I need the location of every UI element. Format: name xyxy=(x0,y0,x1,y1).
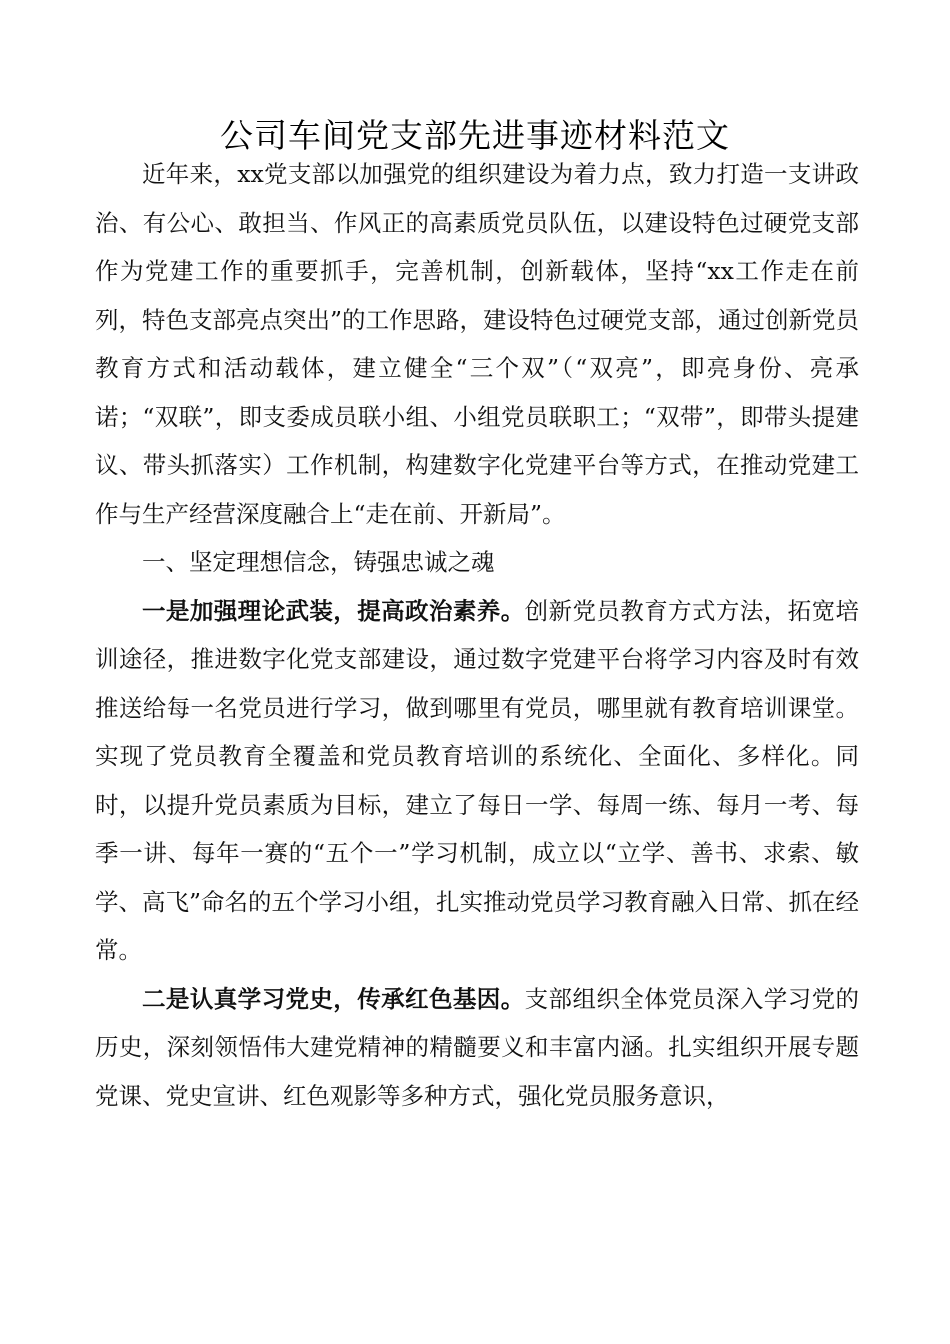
paragraph-2-lead: 二是认真学习党史，传承红色基因。 xyxy=(142,984,525,1013)
intro-paragraph: 近年来，xx党支部以加强党的组织建设为着力点，致力打造一支讲政治、有公心、敢担当、作风正的高素质党员队伍，以建设特色过硬党支部作为党建工作的重要抓手，完善机制，创新载体，坚持“xx工作走在前列，特色支部亮点突出”的工作思路，建设特色过硬党支部，通过创新党员教育方式和活动载体，建立健全“三个双”（“双亮”，即亮身份、亮承诺；“双联”，即支委成员联小组、小组党员联职工；“双带”，即带头提建议、带头抓落实）工作机制，构建数字化党建平台等方式，在推动党建工作与生产经营深度融合上“走在前、开新局”。 xyxy=(95,160,860,528)
paragraph-1 xyxy=(95,587,859,975)
paragraph-1-text: 创新党员教育方式方法，拓宽培训途径，推进数字化党支部建设，通过数字党建平台将学习内容及时有效推送给每一名党员进行学习，做到哪里有党员，哪里就有教育培训课堂。实现了党员教育全覆盖和党员教育培训的系统化、全面化、多样化。同时，以提升党员素质为目标，建立了每日一学、每周一练、每月一考、每季一讲、每年一赛的“五个一”学习机制，成立以“立学、善书、求索、敏学、高飞”命名的五个学习小组，扎实推动党员学习教育融入日常、抓在经常。 xyxy=(95,596,860,964)
paragraph-1-lead: 一是加强理论武装，提高政治素养。 xyxy=(142,596,525,625)
paragraph-2-text: 支部组织全体党员深入学习党的历史，深刻领悟伟大建党精神的精髓要义和丰富内涵。扎实组织开展专题党课、党史宣讲、红色观影等多种方式，强化党员服务意识， xyxy=(95,984,860,1110)
document-title: 公司车间党支部先进事迹材料范文 xyxy=(220,116,730,155)
section-heading: 一、坚定理想信念，铸强忠诚之魂 xyxy=(142,548,495,576)
document-body xyxy=(95,150,859,1120)
paragraph-2 xyxy=(95,975,859,1121)
